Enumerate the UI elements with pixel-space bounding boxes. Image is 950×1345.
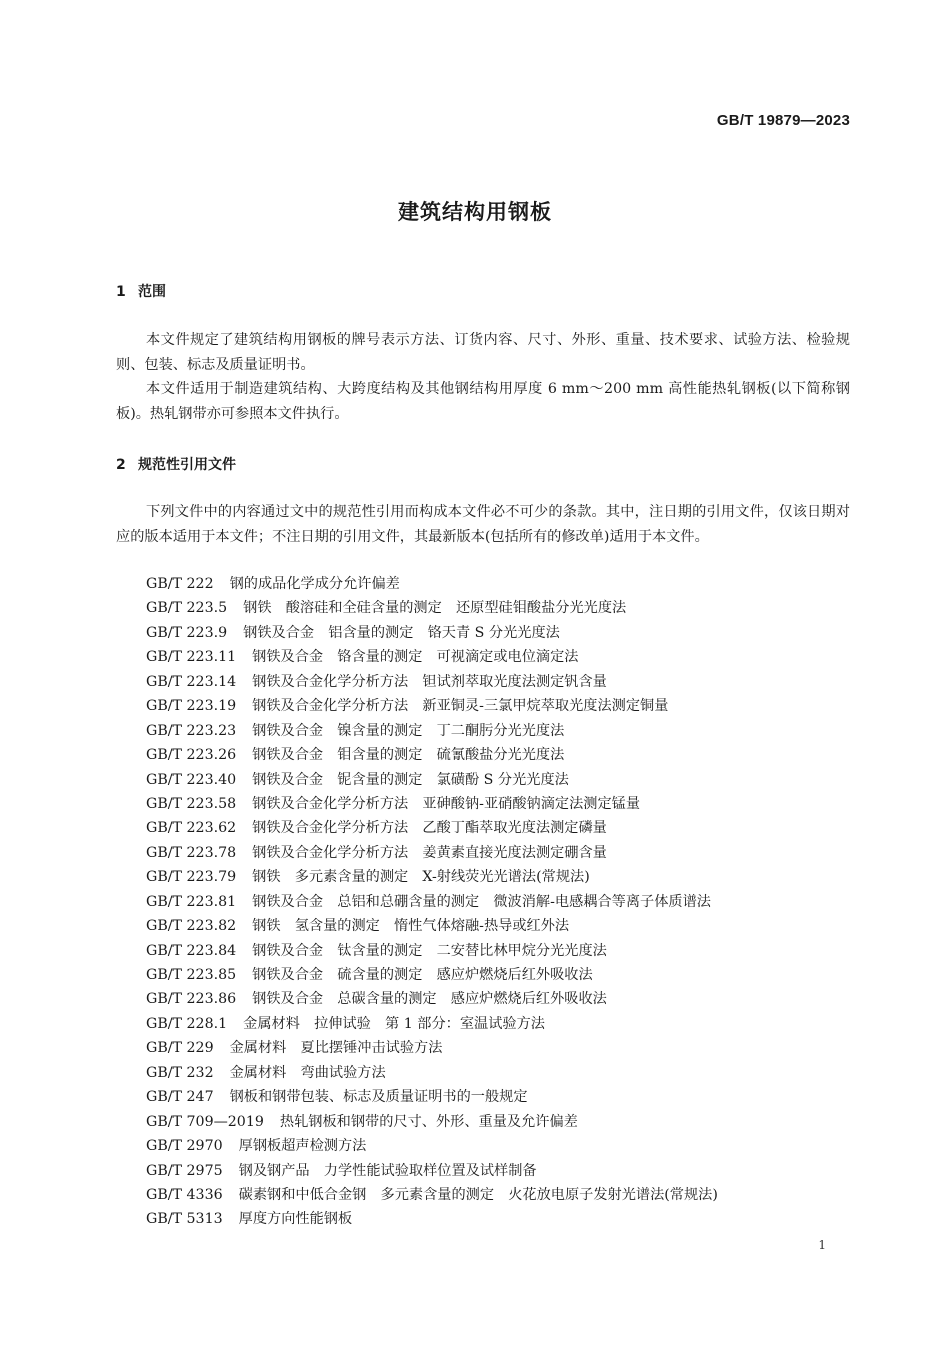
reference-code: GB/T 5313 xyxy=(146,1211,223,1228)
reference-title: 热轧钢板和钢带的尺寸、外形、重量及允许偏差 xyxy=(279,1113,578,1130)
reference-code: GB/T 223.85 xyxy=(146,967,237,983)
reference-code: GB/T 2975 xyxy=(146,1162,223,1179)
reference-code: GB/T 223.82 xyxy=(146,918,237,935)
reference-code: GB/T 223.9 xyxy=(146,624,228,641)
reference-title: 钢铁及合金化学分析方法 新亚铜灵-三氯甲烷萃取光度法测定铜量 xyxy=(252,698,669,715)
reference-code: GB/T 223.79 xyxy=(146,869,237,886)
reference-title: 钢铁及合金 钼含量的测定 硫氰酸盐分光光度法 xyxy=(252,747,565,764)
reference-item xyxy=(146,1036,718,1060)
reference-code: GB/T 223.11 xyxy=(146,649,237,666)
reference-code: GB/T 223.78 xyxy=(146,844,237,861)
section-2-intro: 下列文件中的内容通过文中的规范性引用而构成本文件必不可少的条款。其中，注日期的引用文件，仅该日期对应的版本适用于本文件；不注日期的引用文件，其最新版本(包括所有的修改单)适用于本文件。 xyxy=(116,504,850,545)
reference-code: GB/T 2970 xyxy=(146,1138,223,1155)
reference-title: 碳素钢和中低合金钢 多元素含量的测定 火花放电原子发射光谱法(常规法) xyxy=(238,1186,718,1203)
reference-item xyxy=(146,865,718,889)
reference-title: 钢铁 酸溶硅和全硅含量的测定 还原型硅钼酸盐分光光度法 xyxy=(243,600,627,617)
reference-item xyxy=(146,1134,718,1158)
reference-code: GB/T 223.23 xyxy=(146,722,237,739)
document-title: 建筑结构用钢板 xyxy=(398,200,552,224)
reference-title: 钢铁及合金化学分析方法 姜黄素直接光度法测定硼含量 xyxy=(252,844,607,861)
reference-item xyxy=(146,890,718,914)
reference-title: 金属材料 拉伸试验 第 1 部分：室温试验方法 xyxy=(243,1015,545,1032)
reference-code: GB/T 223.86 xyxy=(146,991,237,1008)
reference-code: GB/T 247 xyxy=(146,1089,214,1106)
reference-code: GB/T 223.14 xyxy=(146,673,237,690)
reference-title: 钢铁及合金 镍含量的测定 丁二酮肟分光光度法 xyxy=(252,722,565,739)
reference-title: 钢铁及合金化学分析方法 钽试剂萃取光度法测定钒含量 xyxy=(252,673,607,690)
reference-code: GB/T 223.84 xyxy=(146,942,237,959)
reference-title: 金属材料 夏比摆锤冲击试验方法 xyxy=(229,1040,443,1057)
reference-code: GB/T 228.1 xyxy=(146,1015,228,1032)
reference-code: GB/T 232 xyxy=(146,1064,214,1081)
reference-code: GB/T 223.40 xyxy=(146,771,237,788)
reference-item xyxy=(146,719,718,743)
reference-item xyxy=(146,694,718,718)
reference-item xyxy=(146,1207,718,1231)
reference-title: 厚钢板超声检测方法 xyxy=(238,1138,367,1155)
section-2-heading xyxy=(116,454,236,474)
reference-list xyxy=(146,572,718,1232)
reference-item xyxy=(146,645,718,669)
reference-item xyxy=(146,670,718,694)
section-2-title: 规范性引用文件 xyxy=(138,457,236,473)
reference-item xyxy=(146,1110,718,1134)
reference-item xyxy=(146,1012,718,1036)
reference-code: GB/T 223.5 xyxy=(146,600,228,617)
section-1-number: 1 xyxy=(116,284,126,300)
reference-item xyxy=(146,987,718,1011)
reference-item xyxy=(146,792,718,816)
reference-title: 钢铁及合金 硫含量的测定 感应炉燃烧后红外吸收法 xyxy=(252,967,593,983)
reference-item xyxy=(146,768,718,792)
reference-code: GB/T 229 xyxy=(146,1040,214,1057)
reference-code: GB/T 223.62 xyxy=(146,820,237,837)
section-2-number: 2 xyxy=(116,457,126,473)
reference-title: 钢板和钢带包装、标志及质量证明书的一般规定 xyxy=(229,1089,528,1106)
section-1-heading xyxy=(116,281,166,301)
reference-title: 钢铁及合金 铝含量的测定 铬天青 S 分光光度法 xyxy=(243,624,560,641)
reference-item xyxy=(146,743,718,767)
reference-title: 钢铁及合金化学分析方法 亚砷酸钠-亚硝酸钠滴定法测定锰量 xyxy=(252,795,641,812)
reference-title: 钢铁及合金化学分析方法 乙酸丁酯萃取光度法测定磷量 xyxy=(252,820,607,837)
reference-title: 钢铁 氢含量的测定 惰性气体熔融-热导或红外法 xyxy=(252,918,570,935)
reference-code: GB/T 223.58 xyxy=(146,795,237,812)
reference-title: 钢的成品化学成分允许偏差 xyxy=(229,576,400,592)
reference-code: GB/T 4336 xyxy=(146,1186,223,1203)
page-number: 1 xyxy=(818,1238,826,1252)
reference-item xyxy=(146,1061,718,1085)
reference-title: 钢铁及合金 总碳含量的测定 感应炉燃烧后红外吸收法 xyxy=(252,991,607,1008)
section-1-paragraph-1: 本文件规定了建筑结构用钢板的牌号表示方法、订货内容、尺寸、外形、重量、技术要求、试验方法、检验规则、包装、标志及质量证明书。 xyxy=(116,332,850,373)
reference-item xyxy=(146,963,718,987)
reference-title: 钢铁及合金 铬含量的测定 可视滴定或电位滴定法 xyxy=(252,649,579,666)
reference-code: GB/T 223.81 xyxy=(146,893,237,910)
reference-title: 钢铁及合金 总铝和总硼含量的测定 微波消解-电感耦合等离子体质谱法 xyxy=(252,893,711,910)
standard-code: GB/T 19879—2023 xyxy=(716,112,850,129)
reference-title: 钢及钢产品 力学性能试验取样位置及试样制备 xyxy=(238,1162,537,1179)
reference-item xyxy=(146,1183,718,1207)
reference-item xyxy=(146,1085,718,1109)
section-1-title: 范围 xyxy=(138,284,166,300)
reference-item xyxy=(146,914,718,938)
reference-title: 钢铁及合金 钛含量的测定 二安替比林甲烷分光光度法 xyxy=(252,942,607,959)
reference-title: 钢铁及合金 铌含量的测定 氯磺酚 S 分光光度法 xyxy=(252,771,569,788)
section-1-paragraph-2: 本文件适用于制造建筑结构、大跨度结构及其他钢结构用厚度 6 mm～200 mm 高性能热轧钢板(以下简称钢板)。热轧钢带亦可参照本文件执行。 xyxy=(116,381,850,422)
reference-title: 厚度方向性能钢板 xyxy=(238,1211,353,1228)
reference-code: GB/T 223.19 xyxy=(146,698,237,715)
reference-item xyxy=(146,596,718,620)
reference-code: GB/T 709—2019 xyxy=(146,1113,264,1130)
reference-item xyxy=(146,621,718,645)
reference-title: 金属材料 弯曲试验方法 xyxy=(229,1064,386,1081)
reference-item xyxy=(146,841,718,865)
reference-item xyxy=(146,816,718,840)
reference-code: GB/T 223.26 xyxy=(146,747,237,764)
reference-item xyxy=(146,572,718,596)
reference-title: 钢铁 多元素含量的测定 X-射线荧光光谱法(常规法) xyxy=(252,869,590,886)
reference-code: GB/T 222 xyxy=(146,576,214,592)
reference-item xyxy=(146,1159,718,1183)
reference-item xyxy=(146,939,718,963)
